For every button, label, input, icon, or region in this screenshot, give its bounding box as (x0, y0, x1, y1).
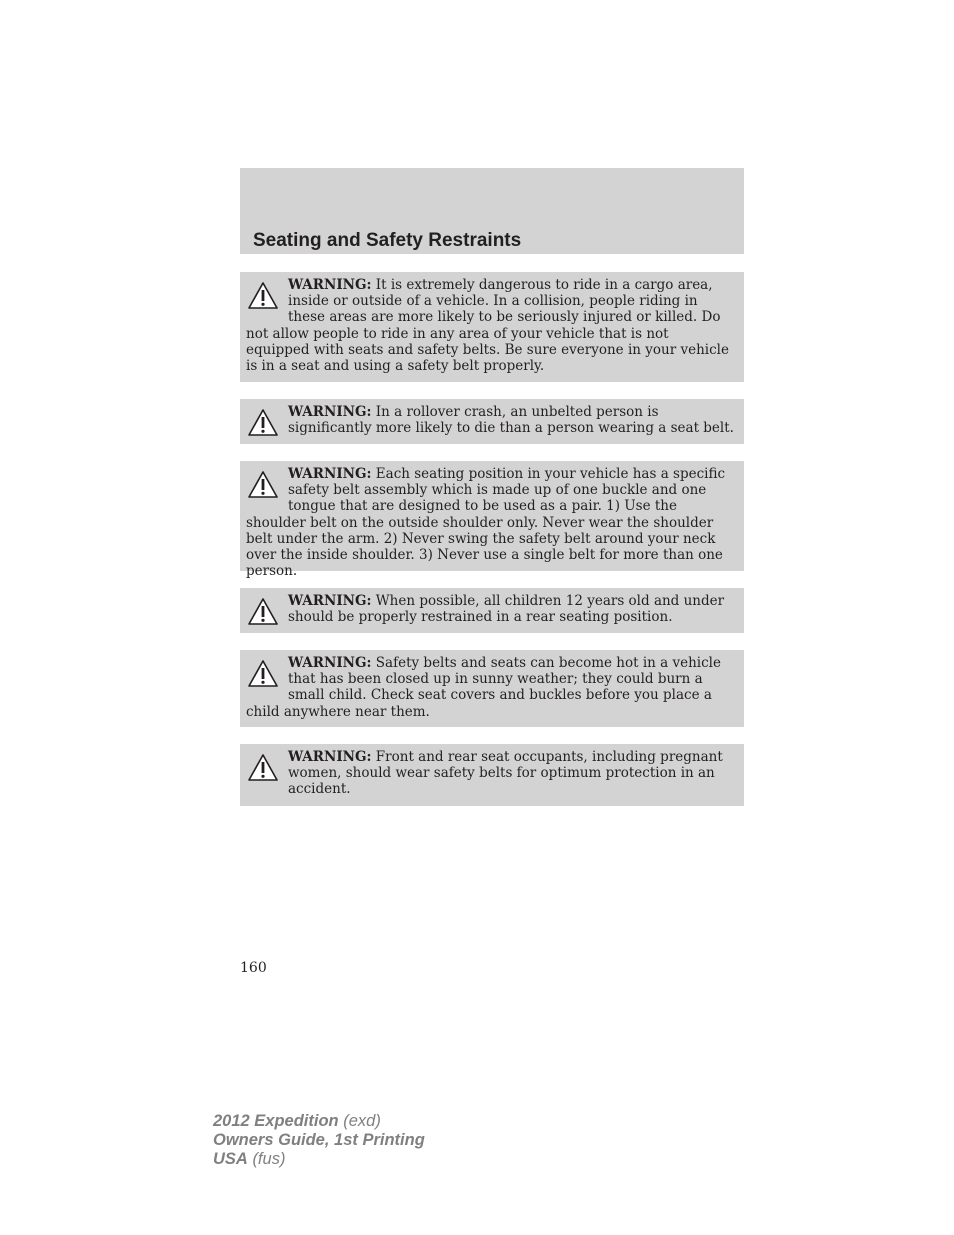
warning-triangle-icon (247, 753, 279, 782)
warning-text: In a rollover crash, an unbelted person is significantly more likely to die than a person wearing a seat belt. (288, 404, 734, 437)
footer-guide: Owners Guide, 1st Printing (213, 1131, 425, 1149)
warning-label: WARNING: (288, 404, 372, 420)
warning-triangle-icon (247, 281, 279, 310)
warning-label: WARNING: (288, 655, 372, 671)
warning-label: WARNING: (288, 593, 372, 609)
warning-label: WARNING: (288, 749, 372, 765)
warning-label: WARNING: (288, 277, 372, 293)
warning-box (240, 272, 744, 382)
warning-text: It is extremely dangerous to ride in a cargo area, inside or outside of a vehicle. In a collision, people riding in these areas are more likely to be seriously injured or killed. Do not allow people to ride in any area of your vehicle that is not equipped with seats and safety belts. Be sure everyone in your vehicle is in a seat and using a safety belt properly. (246, 277, 729, 375)
warning-label: WARNING: (288, 466, 372, 482)
footer-market: USA (213, 1150, 248, 1168)
warning-box (240, 588, 744, 633)
warning-box (240, 744, 744, 806)
section-title: Seating and Safety Restraints (253, 230, 522, 251)
warning-text: Front and rear seat occupants, including pregnant women, should wear safety belts for optimum protection in an accident. (288, 749, 723, 798)
warning-box (240, 461, 744, 580)
document-footer (213, 1112, 425, 1169)
footer-market-code: (fus) (252, 1150, 286, 1168)
footer-model: 2012 Expedition (213, 1112, 339, 1130)
footer-model-code: (exd) (343, 1112, 381, 1130)
warning-triangle-icon (247, 470, 279, 499)
warning-box (240, 399, 744, 444)
warning-triangle-icon (247, 659, 279, 688)
warning-text: Safety belts and seats can become hot in a vehicle that has been closed up in sunny weather; they could burn a small child. Check seat covers and buckles before you place a child anywhere near them. (246, 655, 721, 720)
page-number: 160 (240, 960, 267, 976)
warning-text: Each seating position in your vehicle has a specific safety belt assembly which is made up of one buckle and one tongue that are designed to be used as a pair. 1) Use the shoulder belt on the outside shoulder only. Never wear the shoulder belt under the arm. 2) Never swing the safety belt around your neck over the inside shoulder. 3) Never use a single belt for more than one person. (246, 466, 726, 580)
section-header-band (240, 168, 744, 254)
warning-box (240, 650, 744, 727)
warning-triangle-icon (247, 597, 279, 626)
footer-line-guide (213, 1131, 425, 1150)
footer-line-market (213, 1150, 425, 1169)
warning-triangle-icon (247, 408, 279, 437)
footer-line-model (213, 1112, 425, 1131)
warning-text: When possible, all children 12 years old and under should be properly restrained in a rear seating position. (288, 593, 725, 626)
